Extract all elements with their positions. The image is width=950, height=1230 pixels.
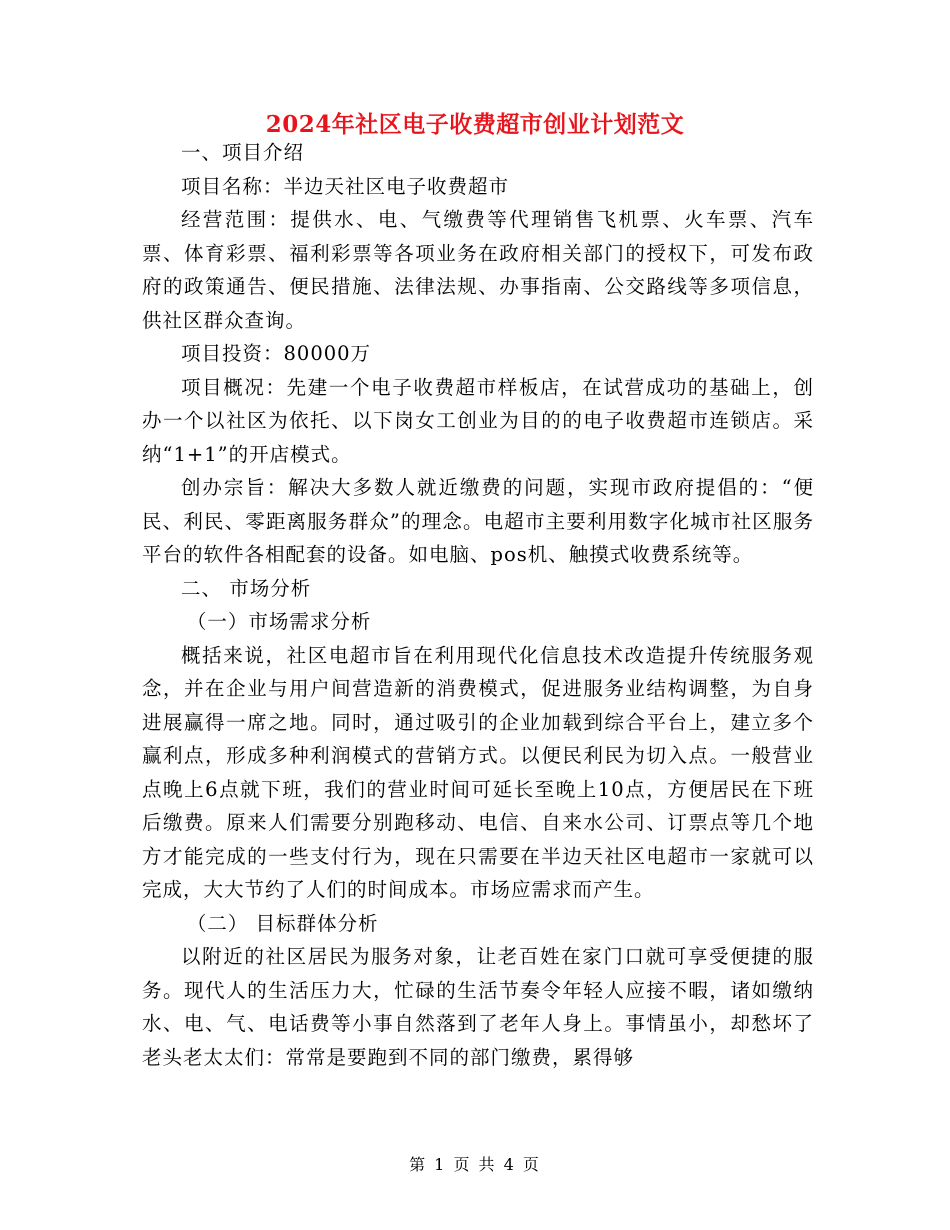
page-footer: 第 1 页 共 4 页 — [409, 1155, 541, 1174]
paragraph-demand: 概括来说，社区电超市旨在利用现代化信息技术改造提升传统服务观念，并在企业与用户间营造新的消费模式，促进服务业结构调整，为自身进展赢得一席之地。同时，通过吸引的企业加载到综合平台上，建立多个赢利点，形成多种利润模式的营销方式。以便民利民为切入点。一般营业点晚上6点就下班，我们的营业时间可延长至晚上10点，方便居民在下班后缴费。原来人们需要分别跑移动、电信、自来水公司、订票点等几个地方才能完成的一些支付行为，现在只需要在半边天社区电超市一家就可以完成，大大节约了人们的时间成本。市场应需求而产生。 — [142, 643, 814, 901]
paragraph-project-name: 项目名称：半边天社区电子收费超市 — [181, 174, 510, 198]
paragraph-overview: 项目概况：先建一个电子收费超市样板店，在试营成功的基础上，创办一个以社区为依托、以下岗女工创业为目的的电子收费超市连锁店。采纳“1+1”的开店模式。 — [142, 375, 814, 466]
document-title: 2024年社区电子收费超市创业计划范文 — [265, 111, 685, 138]
paragraph-purpose: 创办宗旨：解决大多数人就近缴费的问题，实现市政府提倡的：“便民、利民、零距离服务群众”的理念。电超市主要利用数字化城市社区服务平台的软件各相配套的设备。如电脑、pos机、触摸式收费系统等。 — [142, 476, 814, 566]
subsection-heading-target-group: （二） 目标群体分析 — [186, 911, 379, 935]
subsection-heading-demand: （一）市场需求分析 — [186, 610, 372, 633]
paragraph-investment: 项目投资：80000万 — [181, 342, 372, 365]
paragraph-target-group: 以附近的社区居民为服务对象，让老百姓在家门口就可享受便捷的服务。现代人的生活压力大，忙碌的生活节奏令年轻人应接不暇，诸如缴纳水、电、气、电话费等小事自然落到了老年人身上。事情虽小，却愁坏了老头老太太们：常常是要跑到不同的部门缴费，累得够 — [142, 945, 814, 1069]
document-body — [142, 136, 814, 1074]
section-heading-project-intro: 一、项目介绍 — [181, 141, 305, 164]
paragraph-business-scope: 经营范围：提供水、电、气缴费等代理销售飞机票、火车票、汽车票、体育彩票、福利彩票等各项业务在政府相关部门的授权下，可发布政府的政策通告、便民措施、法律法规、办事指南、公交路线等多项信息，供社区群众查询。 — [142, 208, 814, 332]
section-heading-market-analysis: 二、 市场分析 — [181, 576, 312, 600]
